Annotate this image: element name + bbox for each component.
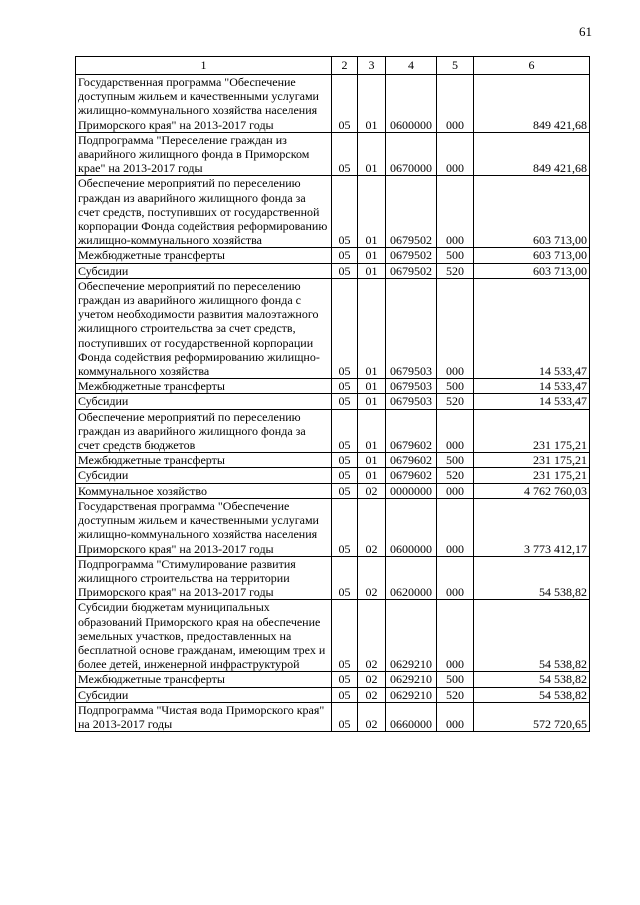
row-expense-type-cell: 500: [437, 672, 474, 687]
row-amount-cell: 603 713,00: [474, 176, 590, 248]
row-amount-cell: 231 175,21: [474, 468, 590, 483]
row-name-cell: Подпрограмма "Переселение граждан из аварийного жилищного фонда в Приморском крае" на 2013-2017 годы: [76, 132, 332, 176]
row-subsection-cell: 02: [358, 498, 386, 556]
row-section-cell: 05: [332, 453, 358, 468]
row-subsection-cell: 01: [358, 453, 386, 468]
page-number: 61: [579, 24, 592, 39]
row-amount-cell: 14 533,47: [474, 379, 590, 394]
row-target-code-cell: 0679502: [386, 263, 437, 278]
row-name-cell: Межбюджетные трансферты: [76, 672, 332, 687]
row-section-cell: 05: [332, 468, 358, 483]
row-expense-type-cell: 520: [437, 394, 474, 409]
row-subsection-cell: 01: [358, 278, 386, 378]
row-section-cell: 05: [332, 132, 358, 176]
row-name-cell: Субсидии: [76, 468, 332, 483]
row-target-code-cell: 0629210: [386, 687, 437, 702]
row-subsection-cell: 01: [358, 263, 386, 278]
row-amount-cell: 572 720,65: [474, 702, 590, 731]
row-name-cell: Обеспечение мероприятий по переселению граждан из аварийного жилищного фонда за счет средств, поступивших от государственной корпорации Фонда содействия реформированию жилищно-коммунального хозяйства: [76, 176, 332, 248]
row-subsection-cell: 02: [358, 600, 386, 672]
row-section-cell: 05: [332, 75, 358, 133]
row-expense-type-cell: 500: [437, 453, 474, 468]
row-target-code-cell: 0629210: [386, 672, 437, 687]
row-expense-type-cell: 000: [437, 409, 474, 453]
row-section-cell: 05: [332, 672, 358, 687]
table-row: [76, 687, 590, 702]
row-section-cell: 05: [332, 409, 358, 453]
table-row: [76, 672, 590, 687]
row-expense-type-cell: 000: [437, 702, 474, 731]
row-amount-cell: 231 175,21: [474, 409, 590, 453]
row-section-cell: 05: [332, 263, 358, 278]
row-amount-cell: 54 538,82: [474, 672, 590, 687]
row-section-cell: 05: [332, 394, 358, 409]
row-amount-cell: 231 175,21: [474, 453, 590, 468]
table-row: [76, 468, 590, 483]
table-row: [76, 132, 590, 176]
table-row: [76, 600, 590, 672]
row-subsection-cell: 01: [358, 409, 386, 453]
row-name-cell: Обеспечение мероприятий по переселению граждан из аварийного жилищного фонда за счет средств бюджетов: [76, 409, 332, 453]
header-cell-3: 3: [358, 57, 386, 75]
row-subsection-cell: 01: [358, 75, 386, 133]
row-target-code-cell: 0679503: [386, 394, 437, 409]
row-name-cell: Обеспечение мероприятий по переселению граждан из аварийного жилищного фонда с учетом необходимости развития малоэтажного жилищного строительства за счет средств, поступивших от государственной корпорации Фонда содействия реформированию жилищно-коммунального хозяйства: [76, 278, 332, 378]
row-target-code-cell: 0660000: [386, 702, 437, 731]
row-target-code-cell: 0600000: [386, 75, 437, 133]
row-target-code-cell: 0679602: [386, 468, 437, 483]
row-subsection-cell: 01: [358, 248, 386, 263]
row-target-code-cell: 0679602: [386, 409, 437, 453]
row-name-cell: Субсидии бюджетам муниципальных образований Приморского края на обеспечение земельных участков, предоставленных на бесплатной основе гражданам, имеющим трех и более детей, инженерной инфраструктурой: [76, 600, 332, 672]
row-subsection-cell: 02: [358, 556, 386, 600]
row-subsection-cell: 02: [358, 672, 386, 687]
row-expense-type-cell: 500: [437, 248, 474, 263]
row-expense-type-cell: 000: [437, 600, 474, 672]
row-expense-type-cell: 000: [437, 176, 474, 248]
row-target-code-cell: 0670000: [386, 132, 437, 176]
row-amount-cell: 3 773 412,17: [474, 498, 590, 556]
table-row: [76, 702, 590, 731]
row-expense-type-cell: 520: [437, 468, 474, 483]
row-amount-cell: 603 713,00: [474, 263, 590, 278]
row-name-cell: Подпрограмма "Чистая вода Приморского края" на 2013-2017 годы: [76, 702, 332, 731]
row-section-cell: 05: [332, 687, 358, 702]
budget-table: [75, 56, 590, 732]
row-section-cell: 05: [332, 556, 358, 600]
row-section-cell: 05: [332, 278, 358, 378]
table-row: [76, 248, 590, 263]
row-name-cell: Государственая программа "Обеспечение доступным жильем и качественными услугами жилищно-коммунального хозяйства населения Приморского края" на 2013-2017 годы: [76, 498, 332, 556]
row-amount-cell: 849 421,68: [474, 75, 590, 133]
row-subsection-cell: 01: [358, 132, 386, 176]
row-expense-type-cell: 000: [437, 556, 474, 600]
row-section-cell: 05: [332, 483, 358, 498]
row-name-cell: Межбюджетные трансферты: [76, 453, 332, 468]
row-target-code-cell: 0679502: [386, 176, 437, 248]
header-cell-6: 6: [474, 57, 590, 75]
table-row: [76, 379, 590, 394]
table-row: [76, 394, 590, 409]
row-name-cell: Субсидии: [76, 687, 332, 702]
row-section-cell: 05: [332, 379, 358, 394]
row-subsection-cell: 01: [358, 468, 386, 483]
row-expense-type-cell: 000: [437, 75, 474, 133]
row-target-code-cell: 0679503: [386, 379, 437, 394]
row-section-cell: 05: [332, 176, 358, 248]
table-row: [76, 453, 590, 468]
header-row: [76, 57, 590, 75]
row-target-code-cell: 0620000: [386, 556, 437, 600]
row-subsection-cell: 01: [358, 379, 386, 394]
table-row: [76, 498, 590, 556]
row-amount-cell: 14 533,47: [474, 394, 590, 409]
row-subsection-cell: 02: [358, 483, 386, 498]
row-subsection-cell: 02: [358, 687, 386, 702]
header-cell-5: 5: [437, 57, 474, 75]
row-name-cell: Межбюджетные трансферты: [76, 379, 332, 394]
row-expense-type-cell: 500: [437, 379, 474, 394]
table-row: [76, 263, 590, 278]
row-name-cell: Государственная программа "Обеспечение доступным жильем и качественными услугами жилищно-коммунального хозяйства населения Приморского края" на 2013-2017 годы: [76, 75, 332, 133]
row-section-cell: 05: [332, 498, 358, 556]
row-name-cell: Межбюджетные трансферты: [76, 248, 332, 263]
row-amount-cell: 54 538,82: [474, 687, 590, 702]
table-row: [76, 278, 590, 378]
table-row: [76, 75, 590, 133]
row-target-code-cell: 0679502: [386, 248, 437, 263]
row-expense-type-cell: 000: [437, 278, 474, 378]
row-amount-cell: 4 762 760,03: [474, 483, 590, 498]
table-row: [76, 409, 590, 453]
row-section-cell: 05: [332, 702, 358, 731]
row-expense-type-cell: 520: [437, 263, 474, 278]
row-amount-cell: 14 533,47: [474, 278, 590, 378]
row-name-cell: Подпрограмма "Стимулирование развития жилищного строительства на территории Приморского края" на 2013-2017 годы: [76, 556, 332, 600]
row-target-code-cell: 0679602: [386, 453, 437, 468]
row-amount-cell: 54 538,82: [474, 556, 590, 600]
row-target-code-cell: 0679503: [386, 278, 437, 378]
row-subsection-cell: 01: [358, 394, 386, 409]
row-name-cell: Субсидии: [76, 263, 332, 278]
table-row: [76, 483, 590, 498]
row-target-code-cell: 0600000: [386, 498, 437, 556]
row-expense-type-cell: 000: [437, 498, 474, 556]
header-cell-2: 2: [332, 57, 358, 75]
row-expense-type-cell: 000: [437, 132, 474, 176]
row-section-cell: 05: [332, 600, 358, 672]
row-expense-type-cell: 000: [437, 483, 474, 498]
header-cell-1: 1: [76, 57, 332, 75]
row-name-cell: Субсидии: [76, 394, 332, 409]
row-amount-cell: 54 538,82: [474, 600, 590, 672]
header-cell-4: 4: [386, 57, 437, 75]
row-amount-cell: 849 421,68: [474, 132, 590, 176]
row-name-cell: Коммунальное хозяйство: [76, 483, 332, 498]
row-amount-cell: 603 713,00: [474, 248, 590, 263]
row-subsection-cell: 01: [358, 176, 386, 248]
row-subsection-cell: 02: [358, 702, 386, 731]
table-row: [76, 556, 590, 600]
row-target-code-cell: 0629210: [386, 600, 437, 672]
table-row: [76, 176, 590, 248]
row-expense-type-cell: 520: [437, 687, 474, 702]
row-target-code-cell: 0000000: [386, 483, 437, 498]
row-section-cell: 05: [332, 248, 358, 263]
